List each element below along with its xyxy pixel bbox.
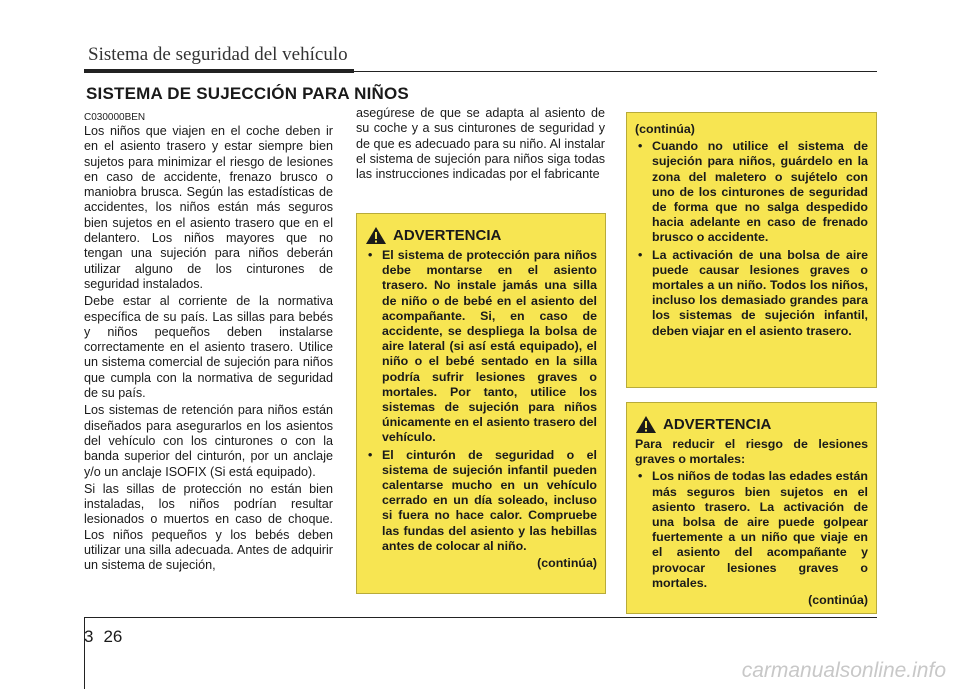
warning-box-2 [626, 112, 877, 388]
section-title: SISTEMA DE SUJECCIÓN PARA NIÑOS [86, 84, 409, 103]
paragraph: Los sistemas de retención para niños están diseñados para asegurarlos en los asientos del vehículo con los cinturones o con la banda superior del cinturón, por un anclaje y/o un anclaje ISOFIX (Si está equipado). [84, 403, 333, 479]
section-code: C030000BEN [84, 112, 146, 123]
warning-triangle-icon [365, 226, 387, 245]
warning-item: • El cinturón de seguridad o el sistema de sujeción infantil pueden calentarse mucho en un vehículo cerrado en un día soleado, incluso si fuera no hace calor. Compruebe las fundas del asiento y las hebillas antes de colocar al niño. [365, 448, 597, 554]
paragraph: Si las sillas de protección no están bien instaladas, los niños podrían resultar lesionados o muertos en caso de choque. Los niños pequeños y los bebés deben utilizar una silla adecuada. Antes de adquirir un sistema de sujeción, [84, 481, 333, 573]
paragraph: Debe estar al corriente de la normativa específica de su país. Las sillas para bebés y niños pequeños deben instalarse correctamente en el asiento trasero. Utilice un sistema comercial de sujeción para niños que cumpla con la normativa de seguridad de su país. [84, 294, 333, 401]
continued-label: (continúa) [537, 556, 597, 571]
paragraph: asegúrese de que se adapta al asiento de su coche y a sus cinturones de seguridad y de que es adecuado para su niño. Al instalar el sistema de sujeción para niños siga todas las instrucciones indicadas por el fabricante [356, 106, 605, 182]
warning-box-1 [356, 213, 606, 594]
footer-rule [84, 617, 877, 618]
warning-item: • El sistema de protección para niños debe montarse en el asiento trasero. No instale jamás una silla de niño o de bebé en el asiento del acompañante. Si, en caso de accidente, se despliega la bolsa de aire lateral (si así está equipado), el niño o el bebé sentado en la silla podría sufrir lesiones graves o mortales. Por tanto, utilice los sistemas de sujeción para niños únicamente en el asiento trasero del vehículo. [365, 248, 597, 446]
warning-item: • Cuando no utilice el sistema de sujeción para niños, guárdelo en la zona del maletero o sujételo con uno de los cinturones de seguridad de forma que no salga despedido hacia adelante en caso de frenado brusco o accidente. [635, 139, 868, 245]
page-number [84, 627, 122, 647]
warning-item: • La activación de una bolsa de aire puede causar lesiones graves o mortales a un niño. Todos los niños, incluso los demasiado grandes para los sistemas de sujeción infantil, deben viajar en el asiento trasero. [635, 248, 868, 339]
warning-title: ADVERTENCIA [393, 226, 502, 244]
header-rule [84, 69, 354, 73]
body-column-1 [84, 124, 333, 576]
header-title: Sistema de seguridad del vehículo [88, 44, 348, 65]
continued-heading: (continúa) [635, 122, 695, 136]
paragraph: Los niños que viajen en el coche deben ir en el asiento trasero y estar siempre bien sujetos para minimizar el riesgo de lesiones en caso de accidente, frenazo brusco o maniobra brusca. Según las estadísticas de accidentes, los niños están más seguros bien sujetos en el asiento trasero que en el delantero. Los niños mayores que no tengan una sujeción para niños deberán utilizar alguno de los cinturones de seguridad instalados. [84, 124, 333, 291]
warning-triangle-icon [635, 415, 657, 434]
warning-header [635, 415, 868, 434]
header-rule-thin [354, 71, 877, 72]
page-number-value: 26 [103, 627, 123, 646]
watermark: carmanualsonline.info [741, 659, 946, 682]
warning-item: • Los niños de todas las edades están más seguros bien sujetos en el asiento trasero. La activación de una bolsa de aire puede golpear fuertemente a un niño que viaje en el asiento del acompañante y provocar lesiones graves o mortales. [635, 469, 868, 591]
warning-intro: Para reducir el riesgo de lesiones graves o mortales: [635, 437, 868, 467]
warning-title: ADVERTENCIA [663, 415, 772, 433]
warning-box-3 [626, 402, 877, 614]
warning-header [365, 226, 597, 245]
continued-label: (continúa) [808, 593, 868, 608]
body-column-2 [356, 106, 605, 182]
chapter-number: 3 [84, 627, 94, 646]
